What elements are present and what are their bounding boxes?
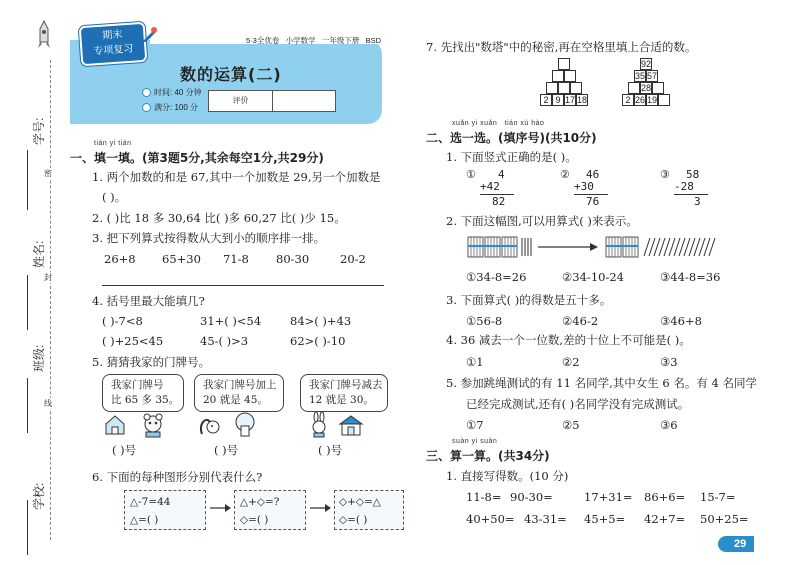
- q3-text: 3. 把下列算式按得数从大到小的顺序排一排。: [92, 231, 326, 245]
- q5-answer[interactable]: ( )号: [214, 443, 239, 457]
- cartoon-animal-icon: [140, 412, 166, 441]
- binding-strip: [0, 0, 62, 565]
- q4-item[interactable]: ( )-7<8: [102, 314, 143, 328]
- tower-cell: 17: [565, 95, 576, 105]
- tower-cell: 2: [622, 94, 634, 106]
- tower-cell[interactable]: [552, 70, 564, 82]
- mental-calc[interactable]: 45+5=: [584, 512, 626, 526]
- q5-text: 5. 猜猜我家的门牌号。: [92, 355, 211, 369]
- mental-calc[interactable]: 90-30=: [510, 490, 553, 504]
- seal-char-mi: 密: [44, 169, 52, 178]
- s2-q4-text: 4. 36 减去一个一位数,差的十位上不可能是( )。: [446, 333, 691, 347]
- s2-q1-text: 1. 下面竖式正确的是( )。: [446, 150, 577, 164]
- calc-mid: +42: [480, 180, 500, 193]
- s2-q5-line2: 已经完成测试,还有( )名同学没有完成测试。: [466, 397, 690, 411]
- q4-text: 4. 括号里最大能填几?: [92, 294, 205, 308]
- tower-cell: 92: [641, 59, 652, 69]
- school-field[interactable]: [27, 500, 28, 555]
- q3-item: 20-2: [340, 252, 366, 266]
- mental-calc[interactable]: 17+31=: [584, 490, 633, 504]
- vertical-calc-1[interactable]: [466, 168, 526, 208]
- mental-calc[interactable]: 86+6=: [644, 490, 686, 504]
- q6-box-3-eq: ◇+◇=△: [339, 496, 381, 508]
- section2-title: 二、选一选。(填序号)(共10分): [426, 131, 597, 145]
- s2-q5-option[interactable]: ③6: [660, 418, 678, 432]
- tower-cell[interactable]: [628, 82, 640, 94]
- q4-item[interactable]: 45-( )>3: [200, 334, 249, 348]
- s2-q2-option[interactable]: ③44-8=36: [660, 270, 721, 284]
- q3-item: 26+8: [104, 252, 136, 266]
- calc-rule: [674, 194, 708, 195]
- q5-bubble-text: 我家门牌号减去 12 就是 30。: [309, 379, 383, 406]
- q5-speech-bubble-3: [300, 374, 388, 412]
- option-label: ③: [660, 168, 670, 181]
- section2-pinyin: xuǎn yi xuǎn tián xù hào: [452, 120, 545, 127]
- mental-calc[interactable]: 43-31=: [524, 512, 567, 526]
- student-number-field[interactable]: [27, 150, 28, 210]
- tower-cell: 26: [635, 95, 646, 105]
- q5-bubble-text: 我家门牌号 比 65 多 35。: [111, 379, 180, 406]
- s2-q4-option[interactable]: ③3: [660, 355, 678, 369]
- q3-item: 65+30: [162, 252, 201, 266]
- vertical-calc-3[interactable]: [660, 168, 720, 208]
- s2-q2-option[interactable]: ②34-10-24: [562, 270, 624, 284]
- q5-bubble-text: 我家门牌号加上 20 就是 45。: [203, 379, 277, 406]
- student-number-label: 学号:: [32, 117, 46, 145]
- badge-line-1: 期末: [102, 29, 123, 42]
- review-badge: [79, 22, 148, 67]
- cartoon-tree-house-icon: [232, 412, 258, 441]
- arrow-right-icon: [310, 503, 332, 516]
- number-tower-2: [622, 58, 670, 108]
- option-label: ①: [466, 168, 476, 181]
- s2-q5-line1: 5. 参加跳绳测试的有 11 名同学,其中女生 6 名。有 4 名同学: [446, 376, 757, 390]
- calc-top: 46: [586, 168, 600, 181]
- s2-q3-option[interactable]: ③46+8: [660, 314, 702, 328]
- s2-q2-option[interactable]: ①34-8=26: [466, 270, 527, 284]
- q5-answer[interactable]: ( )号: [318, 443, 343, 457]
- calc-result: 76: [586, 195, 600, 208]
- mental-calc[interactable]: 15-7=: [700, 490, 736, 504]
- q6-box-2-eq: △+◇=?: [240, 496, 280, 508]
- tower-cell[interactable]: [658, 94, 670, 106]
- tower-cell[interactable]: [564, 70, 576, 82]
- series-name: 5·3全优卷: [246, 36, 280, 45]
- calc-top: 4: [498, 168, 505, 181]
- s3-q1-text: 1. 直接写得数。(10 分): [446, 469, 569, 483]
- q4-item[interactable]: 31+( )<54: [200, 314, 262, 328]
- s2-q2-text: 2. 下面这幅图,可以用算式( )来表示。: [446, 214, 638, 228]
- vertical-calc-2[interactable]: [560, 168, 620, 208]
- q1-line2: ( )。: [102, 190, 127, 204]
- cartoon-rabbit-icon: [308, 412, 330, 441]
- q6-box-3: [334, 490, 404, 530]
- evaluation-field[interactable]: [273, 91, 335, 111]
- q5-speech-bubble-2: [194, 374, 284, 412]
- mental-calc[interactable]: 42+7=: [644, 512, 686, 526]
- s2-q3-option[interactable]: ①56-8: [466, 314, 503, 328]
- name-field[interactable]: [27, 275, 28, 330]
- s2-q4-option[interactable]: ②2: [562, 355, 580, 369]
- page-title: 数的运算(二): [180, 65, 282, 84]
- option-label: ②: [560, 168, 570, 181]
- q1-line1: 1. 两个加数的和是 67,其中一个加数是 29,另一个加数是: [92, 170, 381, 184]
- section1-title: 一、填一填。(第3题5分,其余每空1分,共29分): [70, 151, 324, 165]
- tower-cell: 19: [647, 95, 658, 105]
- tower-cell[interactable]: [570, 82, 582, 94]
- tower-cell[interactable]: [652, 82, 664, 94]
- q4-item[interactable]: ( )+25<45: [102, 334, 164, 348]
- q3-answer-line[interactable]: [102, 285, 384, 286]
- time-limit: 时间: 40 分钟: [154, 88, 202, 97]
- q3-item: 71-8: [223, 252, 249, 266]
- cartoon-squirrel-icon: [198, 414, 222, 441]
- evaluation-box: [208, 90, 336, 112]
- s2-q3-option[interactable]: ②46-2: [562, 314, 599, 328]
- q3-item: 80-30: [276, 252, 310, 266]
- q6-box-1-ans[interactable]: △=( ): [130, 514, 159, 526]
- tower-cell: 28: [641, 83, 652, 93]
- seal-char-feng: 封: [44, 273, 52, 282]
- q6-box-2: [234, 490, 306, 530]
- mental-calc[interactable]: 50+25=: [700, 512, 749, 526]
- arrow-right-icon: [210, 503, 232, 516]
- score-icon: [142, 103, 151, 112]
- class-label: 班级:: [32, 344, 46, 372]
- calc-result: 3: [694, 195, 701, 208]
- tower-cell: 18: [577, 95, 588, 105]
- cartoon-house-icon: [338, 414, 364, 439]
- clock-icon: [142, 88, 151, 97]
- tower-cell: 35: [635, 71, 646, 81]
- number-tower-1: [540, 58, 588, 108]
- q6-box-1-eq: △-7=44: [130, 496, 171, 508]
- badge-tail-icon: [140, 26, 158, 47]
- q5-answer[interactable]: ( )号: [112, 443, 137, 457]
- q5-speech-bubble-1: [102, 374, 184, 412]
- q6-box-2-ans[interactable]: ◇=( ): [240, 514, 269, 526]
- tower-cell: 57: [647, 71, 658, 81]
- calc-result: 82: [492, 195, 506, 208]
- name-label: 姓名:: [32, 240, 46, 268]
- q6-text: 6. 下面的每种图形分别代表什么?: [92, 470, 263, 484]
- mental-calc[interactable]: 11-8=: [466, 490, 502, 504]
- q7-text: 7. 先找出"数塔"中的秘密,再在空格里填上合适的数。: [426, 40, 697, 54]
- cartoon-house-icon: [104, 414, 126, 439]
- calc-top: 58: [686, 168, 700, 181]
- q4-item[interactable]: 84>( )+43: [290, 314, 352, 328]
- badge-line-2: 专项复习: [93, 43, 134, 58]
- section3-title: 三、算一算。(共34分): [426, 449, 550, 463]
- school-label: 学校:: [32, 482, 46, 510]
- tower-cell[interactable]: [558, 82, 570, 94]
- s2-q5-option[interactable]: ①7: [466, 418, 484, 432]
- tower-cell[interactable]: [546, 82, 558, 94]
- q4-item[interactable]: 62>( )-10: [290, 334, 346, 348]
- q6-box-1: [124, 490, 206, 530]
- s2-q3-text: 3. 下面算式( )的得数是五十多。: [446, 293, 612, 307]
- subject-name: 小学数学: [285, 36, 316, 45]
- page-number: 29: [734, 538, 747, 550]
- evaluation-label: 评价: [209, 91, 273, 111]
- s2-q4-option[interactable]: ①1: [466, 355, 484, 369]
- rocket-icon: [38, 20, 50, 50]
- tower-cell: 9: [552, 94, 564, 106]
- q6-box-3-ans[interactable]: ◇=( ): [339, 514, 368, 526]
- section3-pinyin: suàn yi suàn: [452, 438, 498, 445]
- bundled-sticks-picture: [466, 234, 726, 260]
- q2-text: 2. ( )比 18 多 30,64 比( )多 60,27 比( )少 15。: [92, 211, 346, 225]
- s2-q5-option[interactable]: ②5: [562, 418, 580, 432]
- mental-calc[interactable]: 40+50=: [466, 512, 515, 526]
- calc-mid: -28: [674, 180, 694, 193]
- section1-pinyin: tián yi tián: [94, 140, 132, 147]
- grade-name: 一年级下册: [321, 36, 360, 45]
- tower-cell: 2: [540, 94, 552, 106]
- seal-char-xian: 线: [44, 399, 52, 408]
- full-score: 满分: 100 分: [154, 103, 199, 112]
- binding-dashed-line: [50, 60, 51, 540]
- calc-mid: +30: [574, 180, 594, 193]
- class-field[interactable]: [27, 378, 28, 433]
- edition-name: BSD: [365, 36, 382, 45]
- header-series-info: [246, 35, 381, 46]
- tower-cell[interactable]: [558, 58, 570, 70]
